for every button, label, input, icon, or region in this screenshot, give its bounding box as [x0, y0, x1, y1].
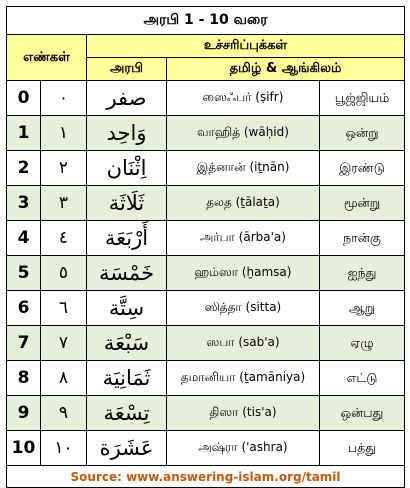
- tamil-word-cell: பத்து: [320, 431, 405, 466]
- arabic-numeral-cell: ٢: [41, 151, 87, 186]
- transliteration-cell: ஹம்ஸா (ḫamsa): [167, 256, 320, 291]
- arabic-word-cell: خَمْسَة: [87, 256, 167, 291]
- arabic-word-cell: ثَمَانِيَة: [87, 361, 167, 396]
- header-arabic: அரபி: [87, 58, 167, 81]
- tamil-word-cell: மூன்று: [320, 186, 405, 221]
- transliteration-cell: திஸா (tis'a): [167, 396, 320, 431]
- transliteration-cell: இத்னான் (iṯnān): [167, 151, 320, 186]
- arabic-numeral-cell: ٣: [41, 186, 87, 221]
- transliteration-cell: ஸபா (sab'a): [167, 326, 320, 361]
- table-row: [7, 116, 405, 151]
- arabic-word-cell: اِثْنَان: [87, 151, 167, 186]
- table-row: [7, 396, 405, 431]
- transliteration-cell: தமானியா (ṯamāniya): [167, 361, 320, 396]
- number-cell: 2: [7, 151, 41, 186]
- arabic-word-cell: صفر: [87, 81, 167, 116]
- number-cell: 6: [7, 291, 41, 326]
- arabic-word-cell: وَاحِد: [87, 116, 167, 151]
- table-row: [7, 326, 405, 361]
- arabic-word-cell: سِتَّة: [87, 291, 167, 326]
- tamil-word-cell: நான்கு: [320, 221, 405, 256]
- tamil-word-cell: ஒன்பது: [320, 396, 405, 431]
- tamil-word-cell: எட்டு: [320, 361, 405, 396]
- source-link[interactable]: Source: www.answering-islam.org/tamil: [7, 466, 405, 488]
- transliteration-cell: வாஹித் (wāḥid): [167, 116, 320, 151]
- header-tamil-english: தமிழ் & ஆங்கிலம்: [167, 58, 405, 81]
- header-numbers: எண்கள்: [7, 35, 87, 81]
- arabic-numeral-cell: ١٠: [41, 431, 87, 466]
- arabic-word-cell: سَبْعَة: [87, 326, 167, 361]
- arabic-numeral-cell: ٧: [41, 326, 87, 361]
- table-row: [7, 151, 405, 186]
- table-row: [7, 291, 405, 326]
- arabic-numeral-cell: ٠: [41, 81, 87, 116]
- number-cell: 9: [7, 396, 41, 431]
- tamil-word-cell: ஏழு: [320, 326, 405, 361]
- table-row: [7, 186, 405, 221]
- arabic-numeral-cell: ١: [41, 116, 87, 151]
- table-title: அரபி 1 - 10 வரை: [7, 7, 405, 35]
- arabic-numeral-cell: ٤: [41, 221, 87, 256]
- number-cell: 10: [7, 431, 41, 466]
- arabic-word-cell: ثَلَاثَة: [87, 186, 167, 221]
- arabic-word-cell: تِسْعَة: [87, 396, 167, 431]
- arabic-numeral-cell: ٨: [41, 361, 87, 396]
- number-cell: 7: [7, 326, 41, 361]
- header-pronunciations: உச்சரிப்புக்கள்: [87, 35, 405, 58]
- arabic-word-cell: عَشَرَة: [87, 431, 167, 466]
- table-row: [7, 81, 405, 116]
- arabic-word-cell: أَرْبَعَة: [87, 221, 167, 256]
- number-cell: 4: [7, 221, 41, 256]
- table-body: [7, 81, 405, 466]
- transliteration-cell: ஸித்தா (sitta): [167, 291, 320, 326]
- tamil-word-cell: ஒன்று: [320, 116, 405, 151]
- numbers-table: [6, 6, 405, 488]
- number-cell: 0: [7, 81, 41, 116]
- transliteration-cell: தலத (ṯālaṯa): [167, 186, 320, 221]
- table-row: [7, 256, 405, 291]
- transliteration-cell: அர்பா (ārba'a): [167, 221, 320, 256]
- number-cell: 3: [7, 186, 41, 221]
- tamil-word-cell: பூஜ்ஜியம்: [320, 81, 405, 116]
- arabic-numeral-cell: ٩: [41, 396, 87, 431]
- tamil-word-cell: ஐந்து: [320, 256, 405, 291]
- arabic-numeral-cell: ٦: [41, 291, 87, 326]
- arabic-numeral-cell: ٥: [41, 256, 87, 291]
- number-cell: 5: [7, 256, 41, 291]
- number-cell: 1: [7, 116, 41, 151]
- table-row: [7, 361, 405, 396]
- transliteration-cell: அஷ்ரா ('ashra): [167, 431, 320, 466]
- transliteration-cell: ஸைஃபர் (ṣifr): [167, 81, 320, 116]
- table-row: [7, 221, 405, 256]
- tamil-word-cell: இரண்டு: [320, 151, 405, 186]
- number-cell: 8: [7, 361, 41, 396]
- table-row: [7, 431, 405, 466]
- tamil-word-cell: ஆறு: [320, 291, 405, 326]
